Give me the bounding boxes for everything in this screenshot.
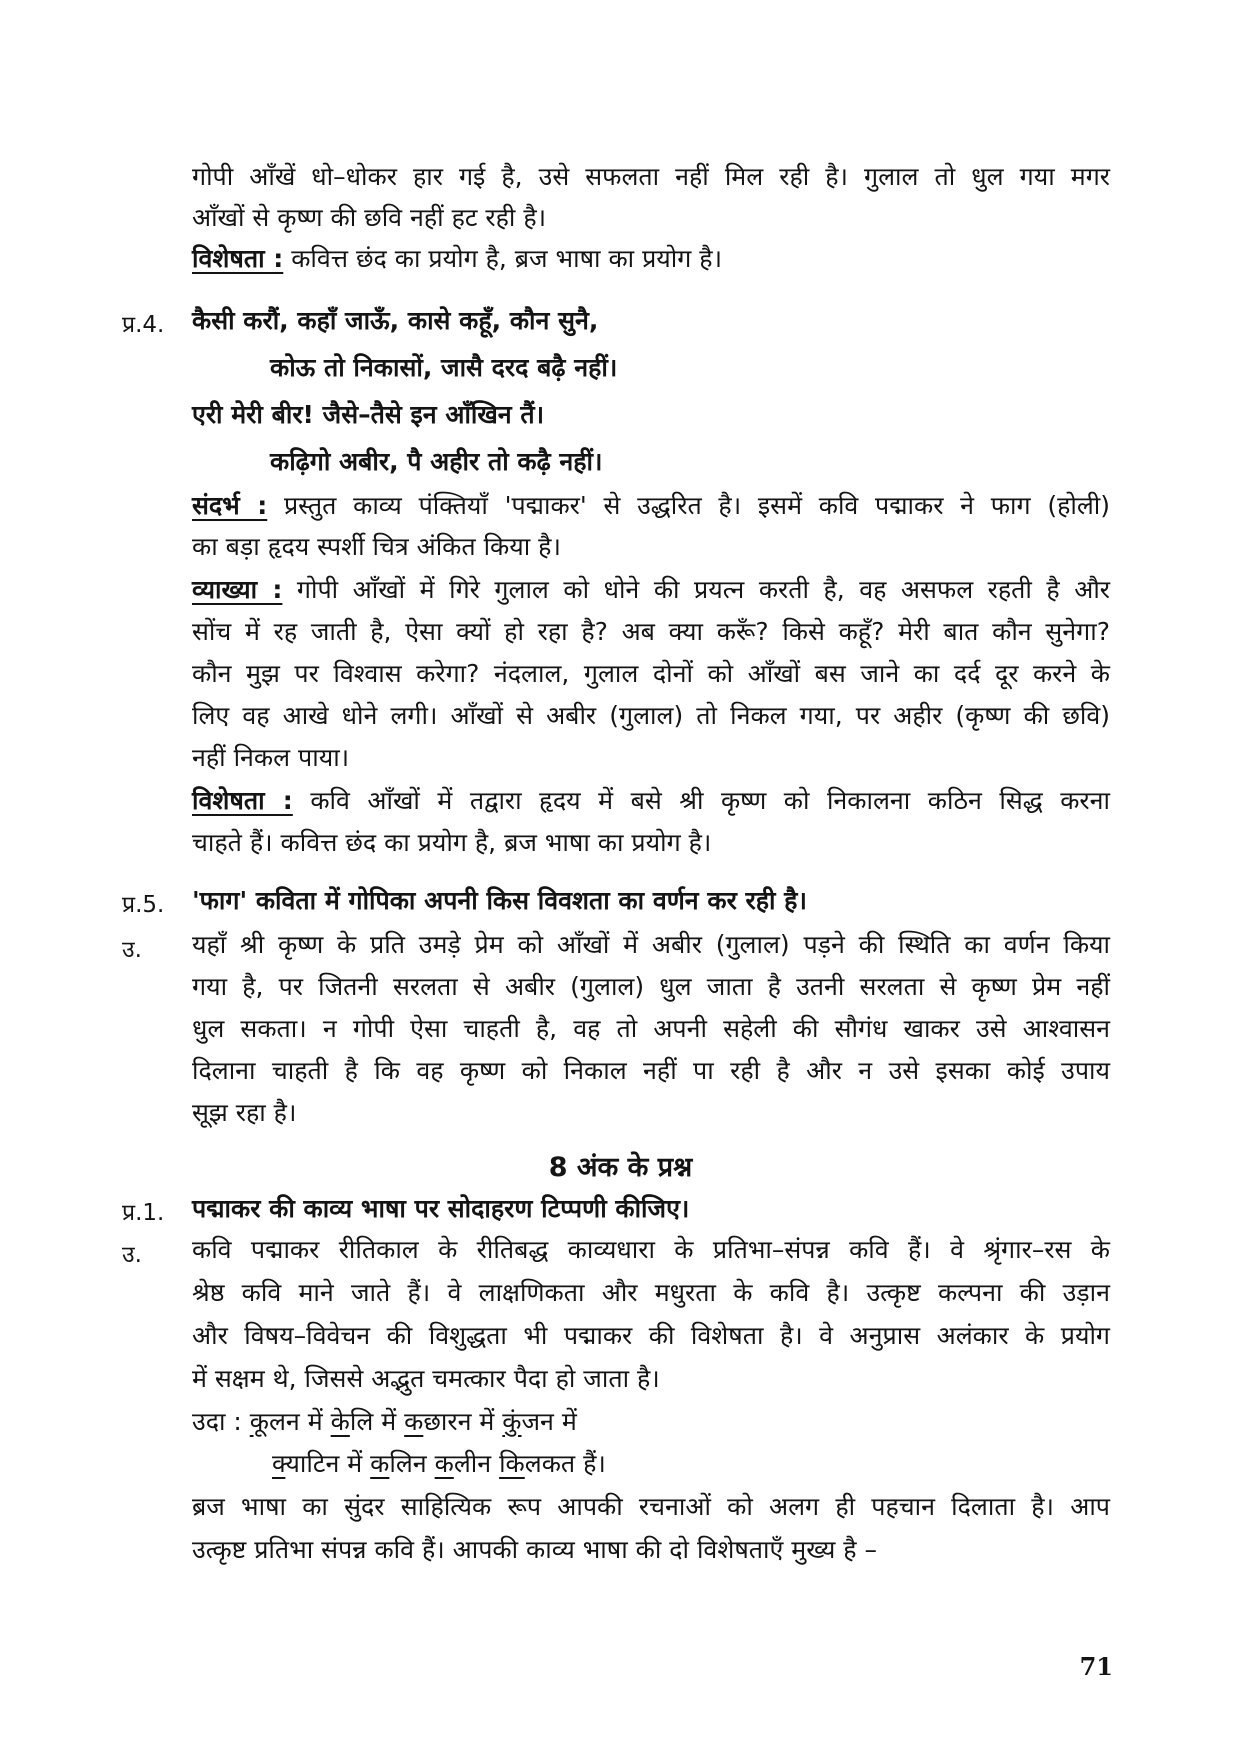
example-text: लकत हैं। [524, 1449, 606, 1478]
vyakhya-line-4: लिए वह आखे धोने लगी। आँखों से अबीर (गुलाल) तो निकल गया, पर अहीर (कृष्ण की छवि) [192, 701, 1110, 730]
verse-line-4: कढ़िगो अबीर, पै अहीर तो कढ़ै नहीं। [270, 447, 603, 476]
sandarbh-line-1 [192, 491, 1110, 521]
question-number: प्र.5. [122, 892, 165, 918]
example-text: ंजन में [521, 1407, 577, 1436]
answer-line-1: यहाँ श्री कृष्ण के प्रति उमड़े प्रेम को आँखों में अबीर (गुलाल) पड़ने की स्थिति का वर्णन किया [192, 930, 1110, 959]
answer-line-3: और विषय–विवेचन की विशुद्धता भी पद्माकर की विशेषता है। वे अनुप्रास अलंकार के प्रयोग [192, 1321, 1110, 1350]
visheshta-text: कवि आँखों में तद्वारा हृदय में बसे श्री कृष्ण को निकालना कठिन सिद्ध करना [292, 786, 1110, 815]
example-prefix: उदा : [192, 1407, 250, 1436]
closing-line-2: उत्कृष्ट प्रतिभा संपन्न कवि हैं। आपकी काव्य भाषा की दो विशेषताएँ मुख्य है – [192, 1535, 878, 1564]
example-text: याटिन में [285, 1449, 371, 1478]
example-line-1 [192, 1407, 577, 1437]
answer-line-4: में सक्षम थे, जिससे अद्भुत चमत्कार पैदा हो जाता है। [192, 1364, 660, 1393]
answer-marker: उ. [122, 937, 142, 963]
visheshta-label: विशेषता : [192, 786, 293, 815]
question-number: प्र.1. [122, 1200, 165, 1226]
verse-line-2: कोऊ तो निकासों, जासै दरद बढ़ै नहीं। [270, 353, 618, 382]
alliteration-syllable: कु [502, 1407, 522, 1436]
alliteration-syllable: क [434, 1449, 454, 1478]
answer-line-2: गया है, पर जितनी सरलता से अबीर (गुलाल) धुल जाता है उतनी सरलता से कृष्ण प्रेम नहीं [192, 972, 1110, 1001]
section-heading: 8 अंक के प्रश्न [548, 1152, 693, 1183]
visheshta-text: कवित्त छंद का प्रयोग है, ब्रज भाषा का प्रयोग है। [283, 244, 723, 273]
verse-line-1: कैसी करौं, कहाँ जाऊँ, कासे कहूँ, कौन सुनै, [192, 306, 599, 335]
sandarbh-label: संदर्भ : [192, 491, 268, 520]
alliteration-syllable: कि [499, 1449, 525, 1478]
sandarbh-line-2: का बड़ा हृदय स्पर्शी चित्र अंकित किया है। [192, 532, 561, 561]
alliteration-syllable: क् [272, 1449, 286, 1478]
example-text: लन में [268, 1407, 331, 1436]
visheshta-label: विशेषता : [192, 244, 284, 273]
answer-line-4: दिलाना चाहती है कि वह कृष्ण को निकाल नहीं पा रही है और न उसे इसका कोई उपाय [192, 1056, 1110, 1085]
vyakhya-line-5: नहीं निकल पाया। [192, 743, 350, 772]
question-text: 'फाग' कविता में गोपिका अपनी किस विवशता का वर्णन कर रही है। [192, 886, 807, 915]
page-number: 71 [1079, 1652, 1113, 1681]
example-text: लीन [453, 1449, 500, 1478]
q4-visheshta-line-1 [192, 786, 1110, 816]
example-text: लिन [389, 1449, 435, 1478]
vyakhya-line-3: कौन मुझ पर विश्वास करेगा? नंदलाल, गुलाल दोनों को आँखों बस जाने का दर्द दूर करने के [192, 659, 1110, 688]
answer-line-2: श्रेष्ठ कवि माने जाते हैं। वे लाक्षणिकता और मधुरता के कवि है। उत्कृष्ट कल्पना की उड़ान [192, 1278, 1110, 1307]
example-line-2 [272, 1449, 606, 1479]
answer-marker: उ. [122, 1242, 142, 1268]
alliteration-syllable: के [330, 1407, 350, 1436]
q4-visheshta-line-2: चाहते हैं। कवित्त छंद का प्रयोग है, ब्रज भाषा का प्रयोग है। [192, 828, 712, 857]
question-number: प्र.4. [122, 312, 165, 338]
question-text: पद्माकर की काव्य भाषा पर सोदाहरण टिप्पणी कीजिए। [192, 1194, 690, 1223]
answer-line-1: कवि पद्माकर रीतिकाल के रीतिबद्ध काव्यधारा के प्रतिभा–संपन्न कवि हैं। वे श्रृंगार–रस के [192, 1235, 1110, 1264]
alliteration-syllable: कू [249, 1407, 269, 1436]
example-text: छारन में [423, 1407, 503, 1436]
vyakhya-label: व्याख्या : [192, 575, 283, 604]
lead-line-2: आँखों से कृष्ण की छवि नहीं हट रही है। [192, 203, 547, 232]
lead-visheshta [192, 244, 722, 274]
lead-line-1: गोपी आँखें धो–धोकर हार गई है, उसे सफलता नहीं मिल रही है। गुलाल तो धुल गया मगर [192, 162, 1110, 191]
sandarbh-text: प्रस्तुत काव्य पंक्तियाँ 'पद्माकर' से उद्धरित है। इसमें कवि पद्माकर ने फाग (होली) [267, 491, 1110, 520]
vyakhya-line-1 [192, 575, 1110, 605]
vyakhya-line-2: सोंच में रह जाती है, ऐसा क्यों हो रहा है? अब क्या करूँ? किसे कहूँ? मेरी बात कौन सुनेगा? [192, 617, 1110, 646]
closing-line-1: ब्रज भाषा का सुंदर साहित्यिक रूप आपकी रचनाओं को अलग ही पहचान दिलाता है। आप [192, 1492, 1110, 1521]
answer-line-3: धुल सकता। न गोपी ऐसा चाहती है, वह तो अपनी सहेली की सौगंध खाकर उसे आश्वासन [192, 1014, 1110, 1043]
alliteration-syllable: क [370, 1449, 390, 1478]
verse-line-3: एरी मेरी बीर! जैसे–तैसे इन आँखिन तैं। [192, 400, 545, 429]
answer-line-5: सूझ रहा है। [192, 1098, 297, 1127]
vyakhya-text: गोपी आँखों में गिरे गुलाल को धोने की प्रयत्न करती है, वह असफल रहती है और [282, 575, 1111, 604]
example-text: लि में [349, 1407, 405, 1436]
alliteration-syllable: क [404, 1407, 424, 1436]
